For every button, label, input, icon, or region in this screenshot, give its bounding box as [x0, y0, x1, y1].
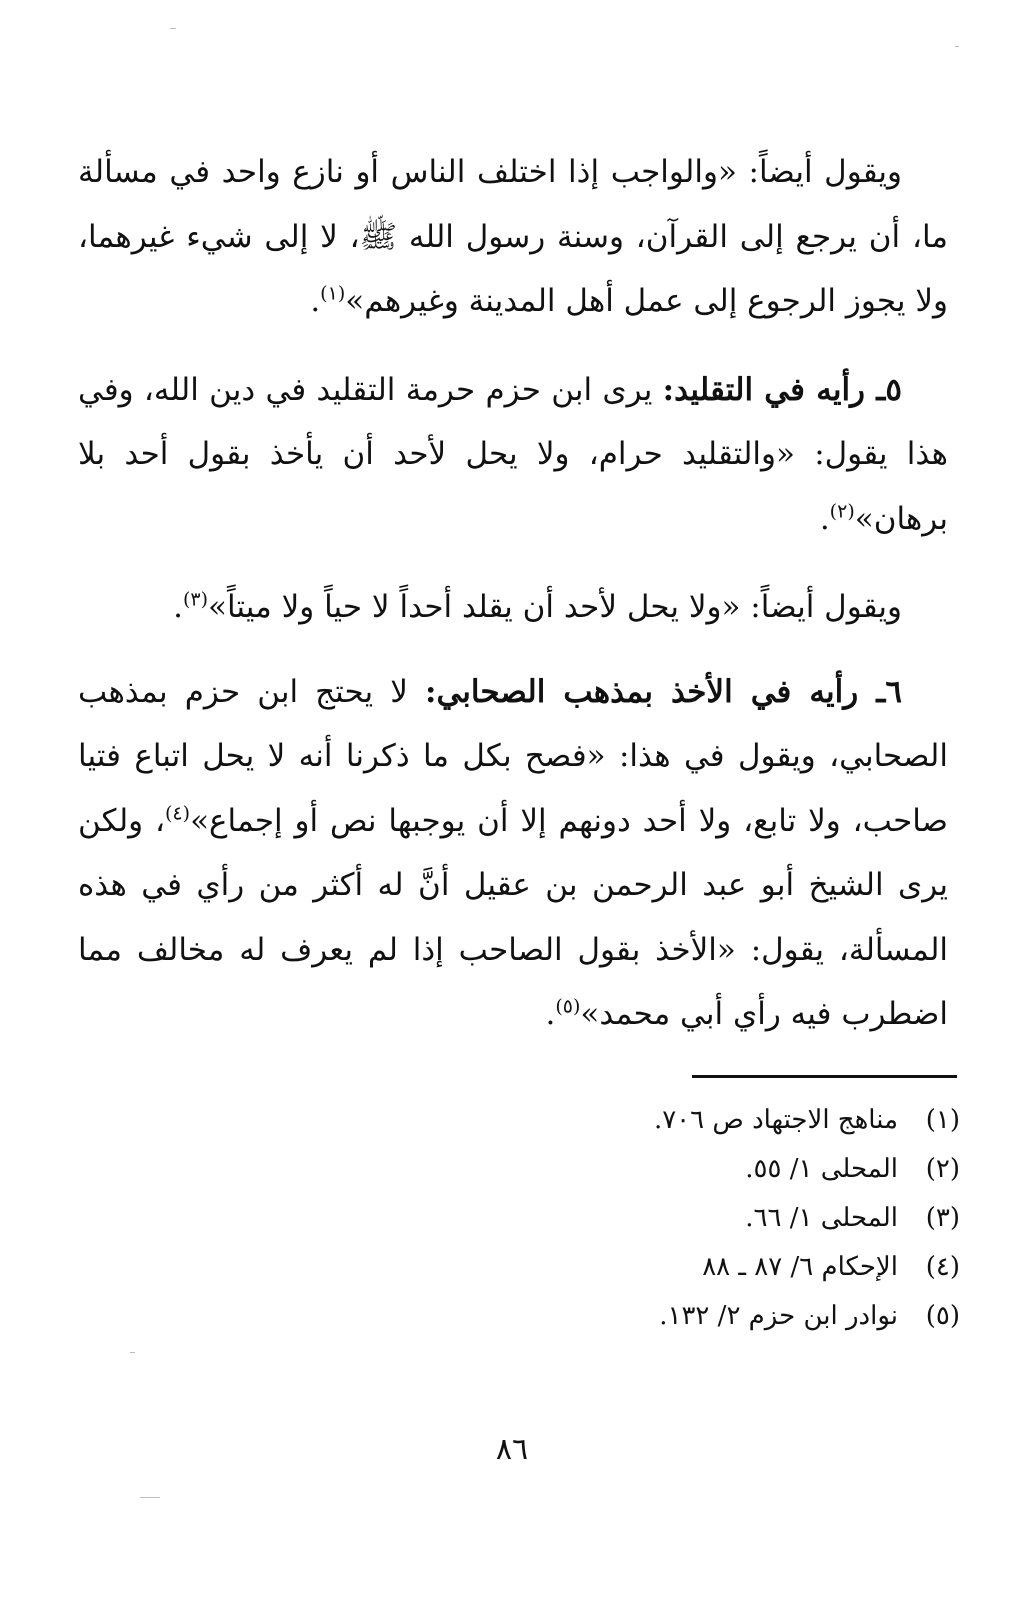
- main-text: [78, 140, 948, 1071]
- footnote-number: (٣): [925, 1203, 960, 1233]
- footnote-separator: [692, 1075, 957, 1078]
- footnote-5: [380, 1292, 960, 1341]
- footnote-ref-4: (٤): [165, 802, 191, 825]
- paragraph-4-end: .: [545, 996, 556, 1032]
- paragraph-4: [78, 660, 948, 1047]
- footnote-ref-5: (٥): [555, 995, 581, 1018]
- paragraph-1-end: .: [310, 283, 321, 319]
- footnote-text: المحلى ١/ ٦٦.: [745, 1203, 898, 1233]
- paragraph-2: [78, 358, 948, 552]
- page-number: ٨٦: [495, 1432, 529, 1467]
- section-heading-6: ٦ـ رأيه في الأخذ بمذهب الصحابي:: [425, 673, 902, 710]
- paragraph-1: [78, 140, 948, 334]
- footnote-text: المحلى ١/ ٥٥.: [745, 1154, 898, 1184]
- footnote-ref-3: (٣): [182, 588, 209, 611]
- footnote-ref-2: (٢): [829, 500, 855, 523]
- footnote-number: (٢): [925, 1154, 960, 1184]
- footnote-1: [380, 1096, 960, 1145]
- footnote-2: [380, 1145, 960, 1194]
- footnote-text: الإحكام ٦/ ٨٧ ـ ٨٨: [702, 1252, 898, 1282]
- section-heading-5: ٥ـ رأيه في التقليد:: [662, 371, 902, 408]
- paragraph-2-end: .: [819, 500, 830, 537]
- scan-speck: [140, 1497, 160, 1498]
- paragraph-3-end: .: [173, 589, 183, 625]
- paragraph-3-text: ويقول أيضاً: «ولا يحل لأحد أن يقلد أحداً لا حياً ولا ميتاً»: [208, 589, 902, 625]
- scan-speck: [170, 28, 176, 29]
- footnote-ref-1: (١): [320, 282, 346, 305]
- footnote-text: مناهج الاجتهاد ص ٧٠٦.: [653, 1105, 898, 1135]
- paragraph-2-text: يرى ابن حزم حرمة التقليد في دين الله، وفي هذا يقول: «والتقليد حرام، ولا يحل لأحد أن يأخذ بقول أحد بلا برهان»: [78, 371, 948, 537]
- paragraph-4-middle: ، ولكن يرى الشيخ أبو عبد الرحمن بن عقيل أنَّ له أكثر من رأي في هذه المسألة، يقول: «الأخذ بقول الصاحب إذا لم يعرف له مخالف مما اضطرب فيه رأي أبي محمد»: [78, 802, 948, 1032]
- paragraph-1-text: ويقول أيضاً: «والواجب إذا اختلف الناس أو نازع واحد في مسألة ما، أن يرجع إلى القرآن، وسنة رسول الله ﷺ، لا إلى شيء غيرهما، ولا يجوز الرجوع إلى عمل أهل المدينة وغيرهم»: [78, 154, 948, 319]
- scan-speck: [955, 46, 959, 47]
- footnote-number: (٤): [925, 1252, 960, 1282]
- paragraph-4-text: لا يحتج ابن حزم بمذهب الصحابي، ويقول في هذا: «فصح بكل ما ذكرنا أنه لا يحل اتباع فتيا صاحب، ولا تابع، ولا أحد دونهم إلا أن يوجبها نص أو إجماع»: [78, 673, 948, 839]
- footnote-text: نوادر ابن حزم ٢/ ١٣٢.: [659, 1301, 898, 1331]
- footnotes-list: [380, 1096, 960, 1341]
- paragraph-3: [78, 575, 948, 640]
- footnote-3: [380, 1194, 960, 1243]
- footnote-number: (١): [925, 1105, 960, 1135]
- footnote-4: [380, 1243, 960, 1292]
- scan-speck: [130, 1352, 135, 1353]
- footnote-number: (٥): [925, 1301, 960, 1331]
